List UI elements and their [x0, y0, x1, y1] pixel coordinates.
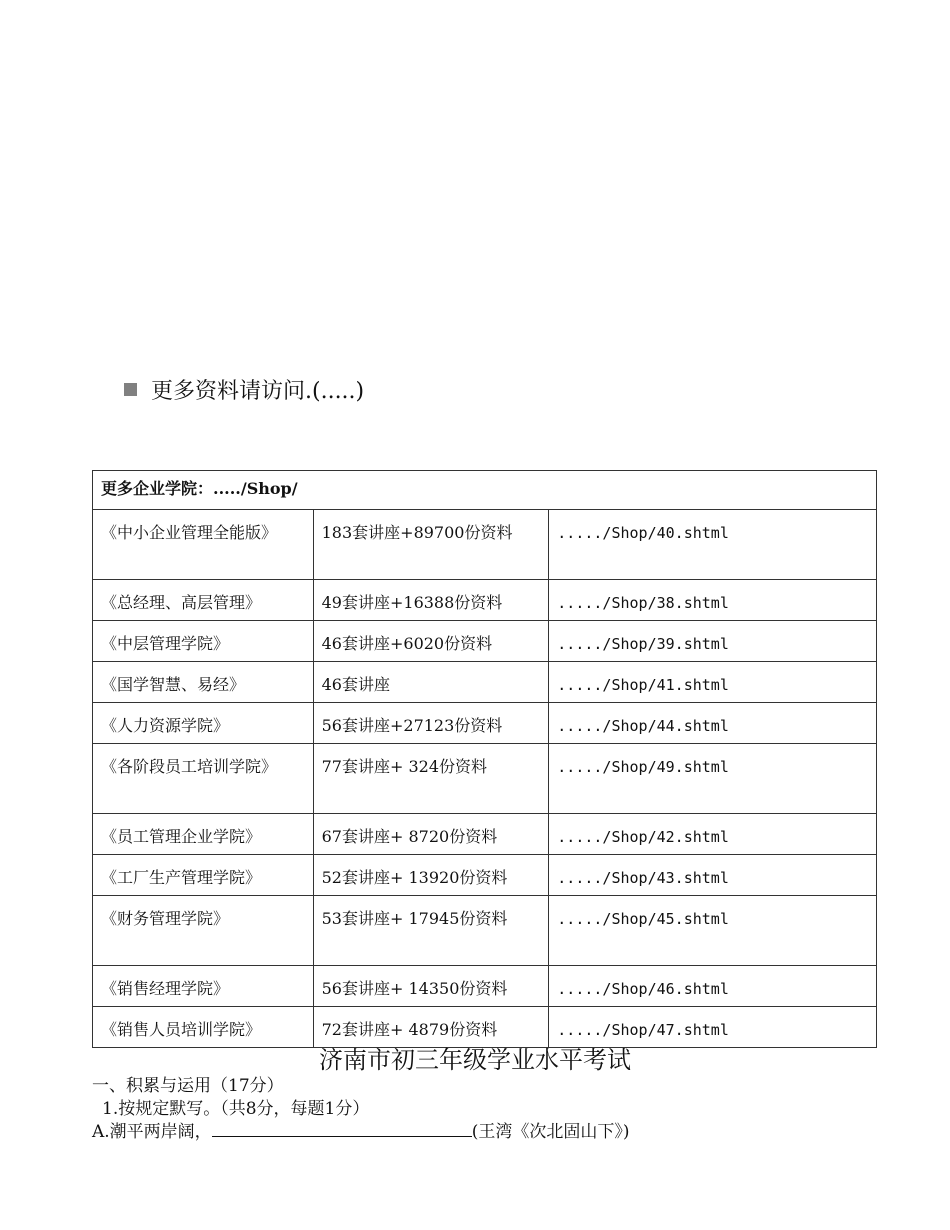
notice-line: [124, 374, 364, 405]
course-content-text: 72套讲座+ 4879份资料: [321, 1020, 498, 1039]
course-name-cell: [93, 896, 314, 966]
course-link-cell[interactable]: [549, 703, 877, 744]
course-link-cell[interactable]: [549, 744, 877, 814]
course-link-text: ...../Shop/44.shtml: [557, 717, 729, 735]
course-name-text: 《中层管理学院》: [101, 634, 230, 653]
course-name-cell: [93, 580, 314, 621]
course-link-cell[interactable]: [549, 510, 877, 580]
course-link-text: ...../Shop/40.shtml: [557, 524, 729, 542]
course-content-text: 56套讲座+27123份资料: [321, 716, 503, 735]
square-bullet-icon: [124, 383, 137, 396]
course-link-cell[interactable]: [549, 621, 877, 662]
course-name-text: 《国学智慧、易经》: [101, 675, 246, 694]
table-row: [93, 621, 877, 662]
course-content-text: 53套讲座+ 17945份资料: [321, 909, 508, 928]
course-content-cell: [313, 703, 549, 744]
course-content-text: 46套讲座+6020份资料: [321, 634, 493, 653]
exam-title: 济南市初三年级学业水平考试: [319, 1046, 631, 1074]
course-name-text: 《各阶段员工培训学院》: [101, 757, 278, 776]
question-1: 1.按规定默写。（共8分，每题1分）: [102, 1099, 370, 1119]
course-link-text: ...../Shop/43.shtml: [557, 869, 729, 887]
table-row: [93, 744, 877, 814]
course-content-cell: [313, 855, 549, 896]
course-content-text: 56套讲座+ 14350份资料: [321, 979, 508, 998]
course-content-cell: [313, 744, 549, 814]
table-row: [93, 855, 877, 896]
course-name-cell: [93, 855, 314, 896]
course-name-cell: [93, 744, 314, 814]
course-content-text: 67套讲座+ 8720份资料: [321, 827, 498, 846]
course-name-text: 《人力资源学院》: [101, 716, 230, 735]
course-link-text: ...../Shop/41.shtml: [557, 676, 729, 694]
course-content-cell: [313, 580, 549, 621]
course-name-text: 《销售人员培训学院》: [101, 1020, 262, 1039]
course-content-text: 183套讲座+89700份资料: [321, 523, 513, 542]
course-link-cell[interactable]: [549, 580, 877, 621]
course-name-text: 《总经理、高层管理》: [101, 593, 262, 612]
course-catalog-table: [92, 470, 877, 1048]
question-item-a: [92, 1117, 629, 1142]
answer-blank[interactable]: [212, 1119, 472, 1137]
course-link-cell[interactable]: [549, 896, 877, 966]
course-link-text: ...../Shop/42.shtml: [557, 828, 729, 846]
course-content-cell: [313, 896, 549, 966]
course-name-cell: [93, 621, 314, 662]
course-name-cell: [93, 510, 314, 580]
course-content-text: 52套讲座+ 13920份资料: [321, 868, 508, 887]
course-content-cell: [313, 662, 549, 703]
course-name-text: 《财务管理学院》: [101, 909, 230, 928]
table-row: [93, 510, 877, 580]
course-content-text: 49套讲座+16388份资料: [321, 593, 503, 612]
course-link-text: ...../Shop/39.shtml: [557, 635, 729, 653]
course-link-cell[interactable]: [549, 814, 877, 855]
table-row: [93, 580, 877, 621]
course-content-text: 77套讲座+ 324份资料: [321, 757, 488, 776]
course-content-cell: [313, 510, 549, 580]
table-header-cell: [93, 471, 877, 510]
course-name-text: 《员工管理企业学院》: [101, 827, 262, 846]
course-name-text: 《工厂生产管理学院》: [101, 868, 262, 887]
item-a-suffix: (王湾《次北固山下》): [471, 1122, 630, 1142]
course-content-cell: [313, 966, 549, 1007]
table-header-row: [93, 471, 877, 510]
table-row: [93, 662, 877, 703]
course-link-cell[interactable]: [549, 662, 877, 703]
table-row: [93, 814, 877, 855]
course-content-cell: [313, 621, 549, 662]
course-name-text: 《销售经理学院》: [101, 979, 230, 998]
course-name-cell: [93, 662, 314, 703]
course-name-cell: [93, 966, 314, 1007]
table-header-text: 更多企业学院：...../Shop/: [101, 479, 298, 498]
table-row: [93, 896, 877, 966]
course-name-cell: [93, 703, 314, 744]
course-content-text: 46套讲座: [321, 675, 390, 694]
course-content-cell: [313, 814, 549, 855]
item-a-prefix: A.潮平两岸阔，: [92, 1122, 212, 1142]
course-link-cell[interactable]: [549, 855, 877, 896]
notice-text: 更多资料请访问.(.....): [151, 379, 365, 404]
course-link-text: ...../Shop/45.shtml: [557, 910, 729, 928]
course-name-text: 《中小企业管理全能版》: [101, 523, 278, 542]
table-row: [93, 966, 877, 1007]
course-link-text: ...../Shop/46.shtml: [557, 980, 729, 998]
course-link-cell[interactable]: [549, 966, 877, 1007]
course-link-text: ...../Shop/49.shtml: [557, 758, 729, 776]
course-name-cell: [93, 814, 314, 855]
course-link-text: ...../Shop/38.shtml: [557, 594, 729, 612]
course-link-text: ...../Shop/47.shtml: [557, 1021, 729, 1039]
section-heading: 一、积累与运用（17分）: [92, 1076, 284, 1096]
table-row: [93, 703, 877, 744]
